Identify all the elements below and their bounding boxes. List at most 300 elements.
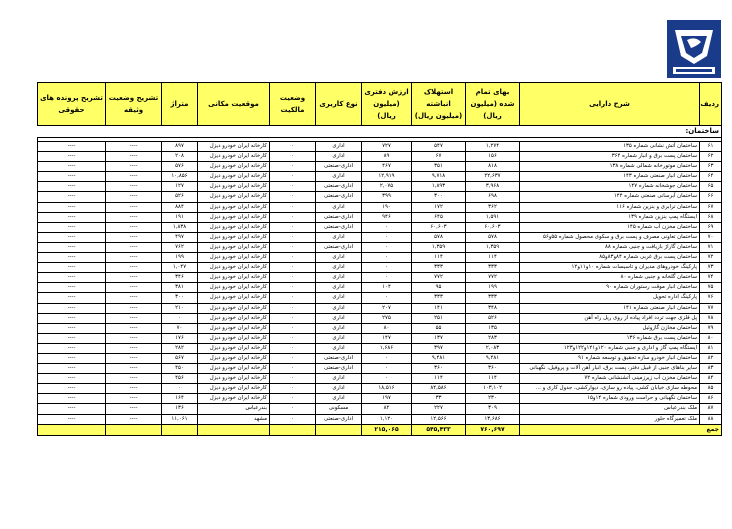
area-value: ۲۸۲ xyxy=(162,343,198,353)
area-value: ۱۰,۸۵۶ xyxy=(162,172,198,182)
cost-value: ۱,۵۹۱ xyxy=(466,212,520,222)
collateral-status: ---- xyxy=(106,222,162,232)
ownership-status: ۰ xyxy=(270,182,316,192)
area-value: ۱,۰۴۷ xyxy=(162,263,198,273)
legal-status: ---- xyxy=(38,353,106,363)
cost-value: ۹,۴۸۱ xyxy=(466,353,520,363)
row-number: ۶۹ xyxy=(700,222,722,232)
depreciation-value: ۱۷۲ xyxy=(412,202,466,212)
legal-status: ---- xyxy=(38,202,106,212)
row-number: ۸۱ xyxy=(700,343,722,353)
depreciation-value: ۱,۸۹۳ xyxy=(412,182,466,192)
asset-description: ساختمان نگهبانی و حراست ورودی شماره ۱۴و۱۵ xyxy=(520,394,700,404)
asset-description: ساختمان انبار موقت رستوران شماره ۹۰ xyxy=(520,283,700,293)
depreciation-value: ۱,۳۵۹ xyxy=(412,242,466,252)
legal-status: ---- xyxy=(38,313,106,323)
asset-description: ساختمان مخازن گازوئیل xyxy=(520,323,700,333)
area-value: ۲۱۰ xyxy=(162,303,198,313)
usage-type: اداری-صنعتی xyxy=(316,222,362,232)
asset-table xyxy=(37,82,722,436)
collateral-status: ---- xyxy=(106,182,162,192)
header-area: متراژ xyxy=(162,83,198,126)
cost-value: ۲۲,۶۳۷ xyxy=(466,172,520,182)
asset-description: سایر بناهای جنبی از قبیل دفتر، پست برق، انبار آهن آلات و پروفیل، نگهبانی xyxy=(520,364,700,374)
legal-status: ---- xyxy=(38,263,106,273)
book-value: ۰ xyxy=(362,353,412,363)
depreciation-value: ۶۷ xyxy=(412,152,466,162)
ownership-status: ۰ xyxy=(270,283,316,293)
usage-type: اداری xyxy=(316,273,362,283)
area-value: ۷۶۲ xyxy=(162,242,198,252)
table-row xyxy=(38,283,722,293)
cost-value: ۱,۲۷۴ xyxy=(466,142,520,152)
collateral-status: ---- xyxy=(106,202,162,212)
cost-value: ۳۳۳ xyxy=(466,263,520,273)
collateral-status: ---- xyxy=(106,414,162,424)
area-value: ۸۹۷ xyxy=(162,142,198,152)
area-value: ۲۰۸ xyxy=(162,152,198,162)
ownership-status: ۰ xyxy=(270,152,316,162)
ownership-status: ۰ xyxy=(270,202,316,212)
table-row xyxy=(38,364,722,374)
total-row xyxy=(38,424,722,435)
header-book-value: ارزش دفتری (میلیون ریال) xyxy=(362,83,412,126)
depreciation-value: ۶۴۵ xyxy=(412,212,466,222)
table-row xyxy=(38,353,722,363)
legal-status: ---- xyxy=(38,364,106,374)
depreciation-value: ۳۳۳ xyxy=(412,293,466,303)
ownership-status: ۰ xyxy=(270,384,316,394)
ownership-status: ۰ xyxy=(270,162,316,172)
table-row xyxy=(38,343,722,353)
ownership-status: ۰ xyxy=(270,404,316,414)
collateral-status: ---- xyxy=(106,162,162,172)
location: کارخانه ایران خودرو دیزل xyxy=(198,222,270,232)
usage-type: اداری xyxy=(316,232,362,242)
row-number: ۷۳ xyxy=(700,263,722,273)
ownership-status: ۰ xyxy=(270,394,316,404)
location: مشهد xyxy=(198,414,270,424)
asset-description: ساختمان تعاونی مصرف و پست برق و سکوی محصول شماره ۵۵و۵۶ xyxy=(520,232,700,242)
legal-status: ---- xyxy=(38,212,106,222)
table-row xyxy=(38,394,722,404)
cost-value: ۳۰۹ xyxy=(466,404,520,414)
total-cost: ۷۶۰,۶۹۷ xyxy=(466,424,520,435)
legal-status: ---- xyxy=(38,273,106,283)
row-number: ۶۶ xyxy=(700,192,722,202)
usage-type: اداری xyxy=(316,303,362,313)
ownership-status: ۰ xyxy=(270,172,316,182)
legal-status: ---- xyxy=(38,182,106,192)
book-value: ۰ xyxy=(362,273,412,283)
usage-type: اداری-صنعتی xyxy=(316,242,362,252)
row-number: ۸۳ xyxy=(700,364,722,374)
depreciation-value: ۶۰,۶۰۳ xyxy=(412,222,466,232)
cost-value: ۸۱۸ xyxy=(466,162,520,172)
collateral-status: ---- xyxy=(106,152,162,162)
cost-value: ۱۰۳,۱۰۲ xyxy=(466,384,520,394)
table-row xyxy=(38,182,722,192)
asset-description: ایستگاه پمپ گاز و اداری و جنبی شماره ۱۲۰و۱۲۱و۱۲۲و۱۲۳ xyxy=(520,343,700,353)
row-number: ۷۹ xyxy=(700,323,722,333)
ownership-status: ۰ xyxy=(270,343,316,353)
location: کارخانه ایران خودرو دیزل xyxy=(198,374,270,384)
asset-description: ساختمان آبرسانی صنعتی شماره ۱۴۴ xyxy=(520,192,700,202)
company-logo xyxy=(667,20,721,78)
asset-description: ساختمان پست برق و انبار شماره ۳۶۴ xyxy=(520,152,700,162)
ownership-status: ۰ xyxy=(270,303,316,313)
usage-type: اداری xyxy=(316,384,362,394)
ownership-status: ۰ xyxy=(270,414,316,424)
book-value: ۰ xyxy=(362,222,412,232)
cost-value: ۶۹۸ xyxy=(466,192,520,202)
cost-value: ۲۸۳ xyxy=(466,333,520,343)
usage-type: اداری-صنعتی xyxy=(316,414,362,424)
location: کارخانه ایران خودرو دیزل xyxy=(198,394,270,404)
asset-description: ملک تعمیرگاه حلور xyxy=(520,414,700,424)
usage-type: اداری-صنعتی xyxy=(316,353,362,363)
cost-value: ۱۹۹ xyxy=(466,283,520,293)
row-number: ۶۴ xyxy=(700,172,722,182)
book-value: ۰ xyxy=(362,263,412,273)
location: کارخانه ایران خودرو دیزل xyxy=(198,263,270,273)
legal-status: ---- xyxy=(38,142,106,152)
total-empty-cell xyxy=(38,424,106,435)
area-value: ۵۶۷ xyxy=(162,353,198,363)
cost-value: ۲۳۰ xyxy=(466,394,520,404)
book-value: ۲,۰۷۵ xyxy=(362,182,412,192)
ownership-status: ۰ xyxy=(270,313,316,323)
row-number: ۷۲ xyxy=(700,253,722,263)
usage-type: اداری xyxy=(316,343,362,353)
depreciation-value: ۱۱۴ xyxy=(412,374,466,384)
collateral-status: ---- xyxy=(106,303,162,313)
area-value: ۸۸۴ xyxy=(162,202,198,212)
usage-type: اداری xyxy=(316,313,362,323)
location: کارخانه ایران خودرو دیزل xyxy=(198,192,270,202)
cost-value: ۱۵۶ xyxy=(466,152,520,162)
book-value: ۱۲,۹۱۹ xyxy=(362,172,412,182)
table-row xyxy=(38,253,722,263)
usage-type: اداری xyxy=(316,333,362,343)
row-number: ۶۳ xyxy=(700,162,722,172)
usage-type: اداری xyxy=(316,293,362,303)
total-book-value: ۲۱۵,۰۶۵ xyxy=(362,424,412,435)
table-row xyxy=(38,323,722,333)
total-empty-cell xyxy=(106,424,162,435)
collateral-status: ---- xyxy=(106,374,162,384)
row-number: ۶۲ xyxy=(700,152,722,162)
depreciation-value: ۵۵ xyxy=(412,323,466,333)
asset-description: ساختمان انبار خودرو سازه تحقیق و توسعه شماره ۹۱ xyxy=(520,353,700,363)
depreciation-value: ۳۵۱ xyxy=(412,162,466,172)
depreciation-value: ۲۵۱ xyxy=(412,313,466,323)
location: کارخانه ایران خودرو دیزل xyxy=(198,242,270,252)
usage-type: اداری-صنعتی xyxy=(316,364,362,374)
usage-type: اداری-صنعتی xyxy=(316,182,362,192)
table-row xyxy=(38,293,722,303)
book-value: ۷۲۷ xyxy=(362,142,412,152)
book-value: ۱۹۰ xyxy=(362,202,412,212)
depreciation-value: ۱۳۷ xyxy=(412,333,466,343)
asset-description: ساختمان جوشخانه شماره ۱۴۷ xyxy=(520,182,700,192)
row-number: ۷۶ xyxy=(700,293,722,303)
table-row xyxy=(38,414,722,424)
header-usage-type: نوع کاربری xyxy=(316,83,362,126)
row-number: ۸۸ xyxy=(700,414,722,424)
collateral-status: ---- xyxy=(106,293,162,303)
table-row xyxy=(38,142,722,152)
location: کارخانه ایران خودرو دیزل xyxy=(198,384,270,394)
cost-value: ۱۱۴ xyxy=(466,374,520,384)
row-number: ۸۷ xyxy=(700,404,722,414)
ownership-status: ۰ xyxy=(270,273,316,283)
legal-status: ---- xyxy=(38,172,106,182)
depreciation-value: ۱۴۱ xyxy=(412,303,466,313)
collateral-status: ---- xyxy=(106,192,162,202)
area-value: ۳۴۶ xyxy=(162,273,198,283)
asset-description: ساختمان گلخانه و جنبی شماره ۸۰ xyxy=(520,273,700,283)
area-value: ۰ xyxy=(162,313,198,323)
asset-description: ساختمان پست برق شماره ۱۳۶ xyxy=(520,333,700,343)
area-value: ۷۰ xyxy=(162,323,198,333)
asset-description: ساختمان مخزن آب شماره ۱۴۵ xyxy=(520,222,700,232)
location: کارخانه ایران خودرو دیزل xyxy=(198,343,270,353)
asset-description: محوطه سازی خیابان کشی، پیاده رو سازی، دیوارکشی، جدول کاری و ... xyxy=(520,384,700,394)
location: کارخانه ایران خودرو دیزل xyxy=(198,333,270,343)
collateral-status: ---- xyxy=(106,333,162,343)
area-value: ۱,۸۳۸ xyxy=(162,222,198,232)
usage-type: اداری-صنعتی xyxy=(316,212,362,222)
header-description: شرح دارایی xyxy=(520,83,700,126)
ownership-status: ۰ xyxy=(270,374,316,384)
area-value: ۱۹۱ xyxy=(162,212,198,222)
location: کارخانه ایران خودرو دیزل xyxy=(198,172,270,182)
table-row xyxy=(38,152,722,162)
book-value: ۸۰ xyxy=(362,323,412,333)
depreciation-value: ۱۱۴ xyxy=(412,253,466,263)
location: کارخانه ایران خودرو دیزل xyxy=(198,202,270,212)
collateral-status: ---- xyxy=(106,142,162,152)
location: کارخانه ایران خودرو دیزل xyxy=(198,323,270,333)
cost-value: ۳,۹۶۸ xyxy=(466,182,520,192)
depreciation-value: ۹,۴۸۱ xyxy=(412,353,466,363)
book-value: ۰ xyxy=(362,232,412,242)
collateral-status: ---- xyxy=(106,263,162,273)
ownership-status: ۰ xyxy=(270,253,316,263)
total-empty-cell xyxy=(198,424,270,435)
depreciation-value: ۳۰۰ xyxy=(412,192,466,202)
area-value: ۵۷۶ xyxy=(162,162,198,172)
legal-status: ---- xyxy=(38,374,106,384)
cost-value: ۱۳,۶۸۶ xyxy=(466,414,520,424)
book-value: ۱۹۷ xyxy=(362,394,412,404)
collateral-status: ---- xyxy=(106,394,162,404)
table-row xyxy=(38,242,722,252)
collateral-status: ---- xyxy=(106,273,162,283)
collateral-status: ---- xyxy=(106,232,162,242)
collateral-status: ---- xyxy=(106,384,162,394)
depreciation-value: ۳۹۷ xyxy=(412,343,466,353)
total-label: جمع xyxy=(520,424,722,435)
book-value: ۱,۱۲۰ xyxy=(362,414,412,424)
collateral-status: ---- xyxy=(106,353,162,363)
usage-type: اداری-صنعتی xyxy=(316,192,362,202)
row-number: ۷۵ xyxy=(700,283,722,293)
location: کارخانه ایران خودرو دیزل xyxy=(198,232,270,242)
usage-type: اداری xyxy=(316,152,362,162)
legal-status: ---- xyxy=(38,253,106,263)
asset-description: ساختمان انبار صنعتی شماره ۱۴۳ xyxy=(520,172,700,182)
row-number: ۸۴ xyxy=(700,374,722,384)
table-row xyxy=(38,384,722,394)
area-value: ۴۵۶ xyxy=(162,374,198,384)
ownership-status: ۰ xyxy=(270,222,316,232)
usage-type: اداری xyxy=(316,253,362,263)
book-value: ۲۰۷ xyxy=(362,303,412,313)
row-number: ۸۲ xyxy=(700,353,722,363)
area-value: ۴۵۰ xyxy=(162,364,198,374)
location: کارخانه ایران خودرو دیزل xyxy=(198,283,270,293)
depreciation-value: ۲۲۷ xyxy=(412,404,466,414)
ownership-status: ۰ xyxy=(270,192,316,202)
cost-value: ۷۷۲ xyxy=(466,273,520,283)
book-value: ۰ xyxy=(362,253,412,263)
location: کارخانه ایران خودرو دیزل xyxy=(198,253,270,263)
area-value: ۱۲۷ xyxy=(162,182,198,192)
collateral-status: ---- xyxy=(106,323,162,333)
depreciation-value: ۵۴۷ xyxy=(412,142,466,152)
legal-status: ---- xyxy=(38,404,106,414)
book-value: ۸۹ xyxy=(362,152,412,162)
depreciation-value: ۹,۷۱۸ xyxy=(412,172,466,182)
cost-value: ۵۲۶ xyxy=(466,313,520,323)
cost-value: ۵۷۸ xyxy=(466,232,520,242)
location: کارخانه ایران خودرو دیزل xyxy=(198,293,270,303)
asset-description: ساختمان پست برق غربی شماره ۸۴و۸۳و۸۵ xyxy=(520,253,700,263)
row-number: ۶۷ xyxy=(700,202,722,212)
usage-type: مسکونی xyxy=(316,404,362,414)
section-title: ساختمان: xyxy=(38,126,722,138)
header-cost: بهای تمام شده (میلیون ریال) xyxy=(466,83,520,126)
total-depreciation: ۵۴۵,۴۳۳ xyxy=(412,424,466,435)
area-value: ۱۱,۰۶۱ xyxy=(162,414,198,424)
collateral-status: ---- xyxy=(106,212,162,222)
table-row xyxy=(38,222,722,232)
legal-status: ---- xyxy=(38,192,106,202)
depreciation-value: ۵۷۸ xyxy=(412,232,466,242)
row-number: ۶۵ xyxy=(700,182,722,192)
depreciation-value: ۹۵ xyxy=(412,283,466,293)
cost-value: ۲,۰۸۳ xyxy=(466,343,520,353)
asset-description: ساختمان گاراژ بازیافت و جنبی شماره ۸۸ xyxy=(520,242,700,252)
usage-type: اداری xyxy=(316,142,362,152)
asset-description: پل فلزی جهت تردد افراد پیاده از روی ریل راه آهن xyxy=(520,313,700,323)
asset-description: ملک بندرعباس xyxy=(520,404,700,414)
asset-description: ایستگاه پمپ بنزین شماره ۱۳۹ xyxy=(520,212,700,222)
collateral-status: ---- xyxy=(106,242,162,252)
total-empty-cell xyxy=(270,424,316,435)
location: کارخانه ایران خودرو دیزل xyxy=(198,182,270,192)
ownership-status: ۰ xyxy=(270,364,316,374)
row-number: ۶۸ xyxy=(700,212,722,222)
ownership-status: ۰ xyxy=(270,263,316,273)
depreciation-value: ۳۳ xyxy=(412,394,466,404)
ownership-status: ۰ xyxy=(270,212,316,222)
cost-value: ۱۳۵ xyxy=(466,323,520,333)
row-number: ۷۱ xyxy=(700,242,722,252)
row-number: ۷۰ xyxy=(700,232,722,242)
asset-description: ساختمان ترابری و بنزین شماره ۱۱۶ xyxy=(520,202,700,212)
legal-status: ---- xyxy=(38,333,106,343)
location: کارخانه ایران خودرو دیزل xyxy=(198,313,270,323)
table-row xyxy=(38,404,722,414)
location: بندرعباس xyxy=(198,404,270,414)
collateral-status: ---- xyxy=(106,364,162,374)
table-row xyxy=(38,263,722,273)
location: کارخانه ایران خودرو دیزل xyxy=(198,162,270,172)
area-value: ۵۲۶ xyxy=(162,192,198,202)
cost-value: ۱۱۴ xyxy=(466,253,520,263)
asset-description: ساختمان موتورخانه شمالی شماره ۱۳۸ xyxy=(520,162,700,172)
table-row xyxy=(38,333,722,343)
area-value: ۳۸۱ xyxy=(162,283,198,293)
collateral-status: ---- xyxy=(106,343,162,353)
location: کارخانه ایران خودرو دیزل xyxy=(198,273,270,283)
asset-description: پارکینگ اداره تحویل xyxy=(520,293,700,303)
header-collateral: تشریح وضعیت وثیقه xyxy=(106,83,162,126)
depreciation-value: ۱۲,۵۶۶ xyxy=(412,414,466,424)
area-value: ۱۳۶ xyxy=(162,404,198,414)
table-row xyxy=(38,303,722,313)
header-row-number: ردیف xyxy=(700,83,722,126)
cost-value: ۳۶۲ xyxy=(466,202,520,212)
area-value: ۱۷۶ xyxy=(162,333,198,343)
row-number: ۶۱ xyxy=(700,142,722,152)
cost-value: ۳۴۸ xyxy=(466,303,520,313)
area-value: ۱۶۴ xyxy=(162,394,198,404)
table-row xyxy=(38,313,722,323)
location: کارخانه ایران خودرو دیزل xyxy=(198,303,270,313)
usage-type: اداری xyxy=(316,283,362,293)
cost-value: ۶۰,۶۰۳ xyxy=(466,222,520,232)
usage-type: اداری xyxy=(316,202,362,212)
ownership-status: ۰ xyxy=(270,232,316,242)
usage-type: اداری xyxy=(316,323,362,333)
header-location: موقعیت مکانی xyxy=(198,83,270,126)
book-value: ۰ xyxy=(362,374,412,384)
book-value: ۰ xyxy=(362,293,412,303)
usage-type: اداری xyxy=(316,394,362,404)
usage-type: اداری xyxy=(316,263,362,273)
legal-status: ---- xyxy=(38,242,106,252)
legal-status: ---- xyxy=(38,384,106,394)
table-row xyxy=(38,232,722,242)
depreciation-value: ۳۳۳ xyxy=(412,263,466,273)
cost-value: ۳۶۰ xyxy=(466,364,520,374)
legal-status: ---- xyxy=(38,283,106,293)
ownership-status: ۰ xyxy=(270,142,316,152)
asset-description: ساختمان آتش نشانی شماره ۱۳۵ xyxy=(520,142,700,152)
location: کارخانه ایران خودرو دیزل xyxy=(198,212,270,222)
location: کارخانه ایران خودرو دیزل xyxy=(198,353,270,363)
asset-description: پارکینگ خودروهای مدیران و تاسیسات شماره ۱۰و۱۱و۱۲ xyxy=(520,263,700,273)
table-row xyxy=(38,172,722,182)
ownership-status: ۰ xyxy=(270,323,316,333)
collateral-status: ---- xyxy=(106,404,162,414)
collateral-status: ---- xyxy=(106,253,162,263)
book-value: ۹۴۶ xyxy=(362,212,412,222)
